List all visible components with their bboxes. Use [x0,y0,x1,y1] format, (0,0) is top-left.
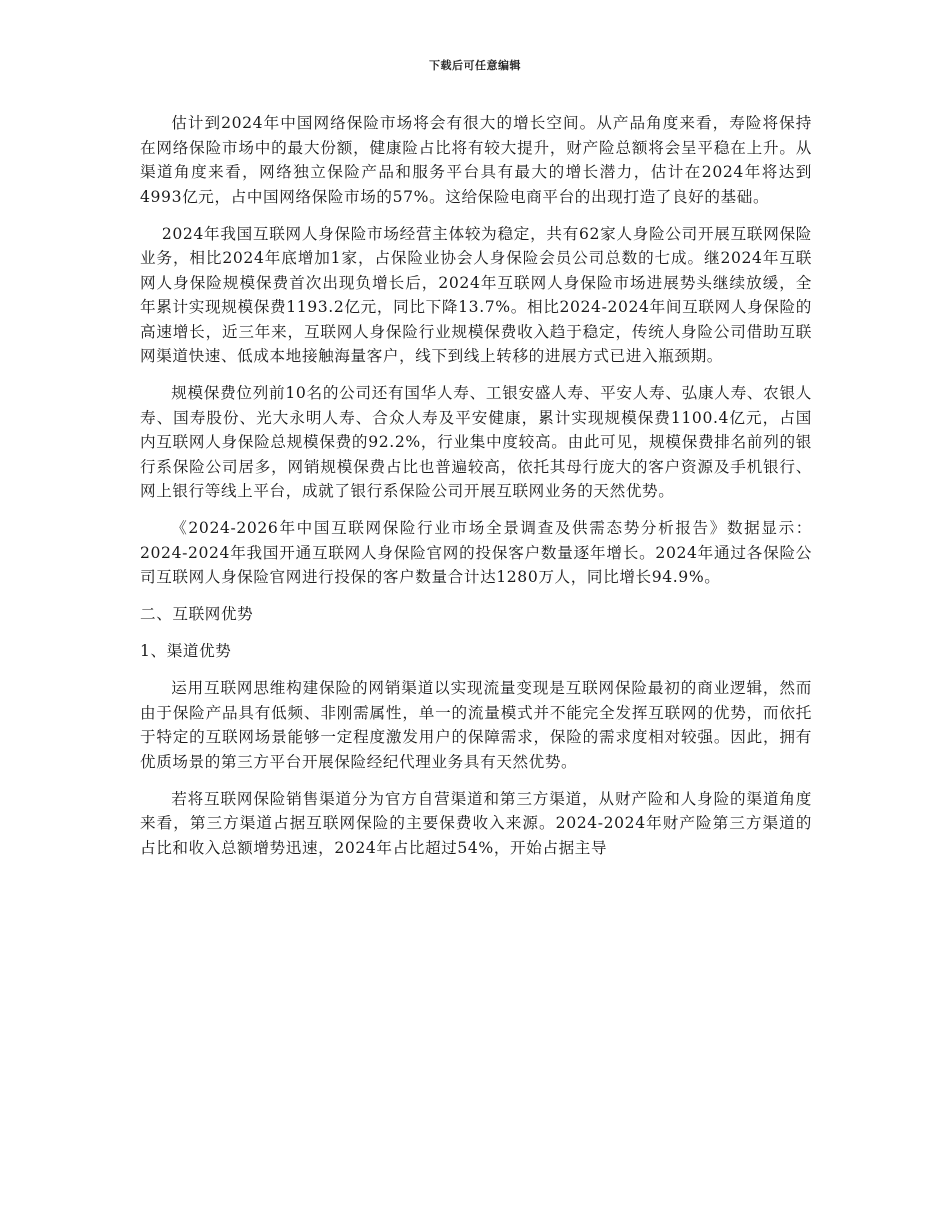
paragraph-report-data: 《2024-2026年中国互联网保险行业市场全景调查及供需态势分析报告》数据显示：2024-2024年我国开通互联网人身保险官网的投保客户数量逐年增长。2024年通过各保险公司互联网人身保险官网进行投保的客户数量合计达1280万人，同比增长94.9%。 [140,519,812,586]
paragraph-market-outlook: 估计到2024年中国网络保险市场将会有很大的增长空间。从产品角度来看，寿险将保持在网络保险市场中的最大份额，健康险占比将有较大提升，财产险总额将会呈平稳在上升。从渠道角度来看，网络独立保险产品和服务平台具有最大的增长潜力，估计在2024年将达到4993亿元，占中国网络保险市场的57%。这给保险电商平台的出现打造了良好的基础。 [140,114,812,206]
section-heading-internet-advantage: 二、互联网优势 [140,605,254,623]
document-body [140,111,812,873]
paragraph-life-insurance-market: 2024年我国互联网人身保险市场经营主体较为稳定，共有62家人身险公司开展互联网保险业务，相比2024年底增加1家，占保险业协会人身保险会员公司总数的七成。继2024年互联网人身保险规模保费首次出现负增长后，2024年互联网人身保险市场进展势头继续放缓，全年累计实现规模保费1193.2亿元，同比下降13.7%。相比2024-2024年间互联网人身保险的高速增长，近三年来，互联网人身保险行业规模保费收入趋于稳定，传统人身险公司借助互联网渠道快速、低成本地接触海量客户，线下到线上转移的进展方式已进入瓶颈期。 [140,224,812,365]
paragraph-channel-split: 若将互联网保险销售渠道分为官方自营渠道和第三方渠道，从财产险和人身险的渠道角度来看，第三方渠道占据互联网保险的主要保费收入来源。2024-2024年财产险第三方渠道的占比和收入总额增势迅速，2024年占比超过54%，开始占据主导 [140,789,812,857]
paragraph-top-companies: 规模保费位列前10名的公司还有国华人寿、工银安盛人寿、平安人寿、弘康人寿、农银人寿、国寿股份、光大永明人寿、合众人寿及平安健康，累计实现规模保费1100.4亿元，占国内互联网人身保险总规模保费的92.2%，行业集中度较高。由此可见，规模保费排名前列的银行系保险公司居多，网销规模保费占比也普遍较高，依托其母行庞大的客户资源及手机银行、网上银行等线上平台，成就了银行系保险公司开展互联网业务的天然优势。 [140,384,812,500]
paragraph-channel-logic: 运用互联网思维构建保险的网销渠道以实现流量变现是互联网保险最初的商业逻辑，然而由于保险产品具有低频、非刚需属性，单一的流量模式并不能完全发挥互联网的优势，而依托于特定的互联网场景能够一定程度激发用户的保障需求，保险的需求度相对较强。因此，拥有优质场景的第三方平台开展保险经纪代理业务具有天然优势。 [140,679,812,771]
page-header: 下载后可任意编辑 [429,59,521,72]
subsection-heading-channel-advantage: 1、渠道优势 [140,642,232,660]
